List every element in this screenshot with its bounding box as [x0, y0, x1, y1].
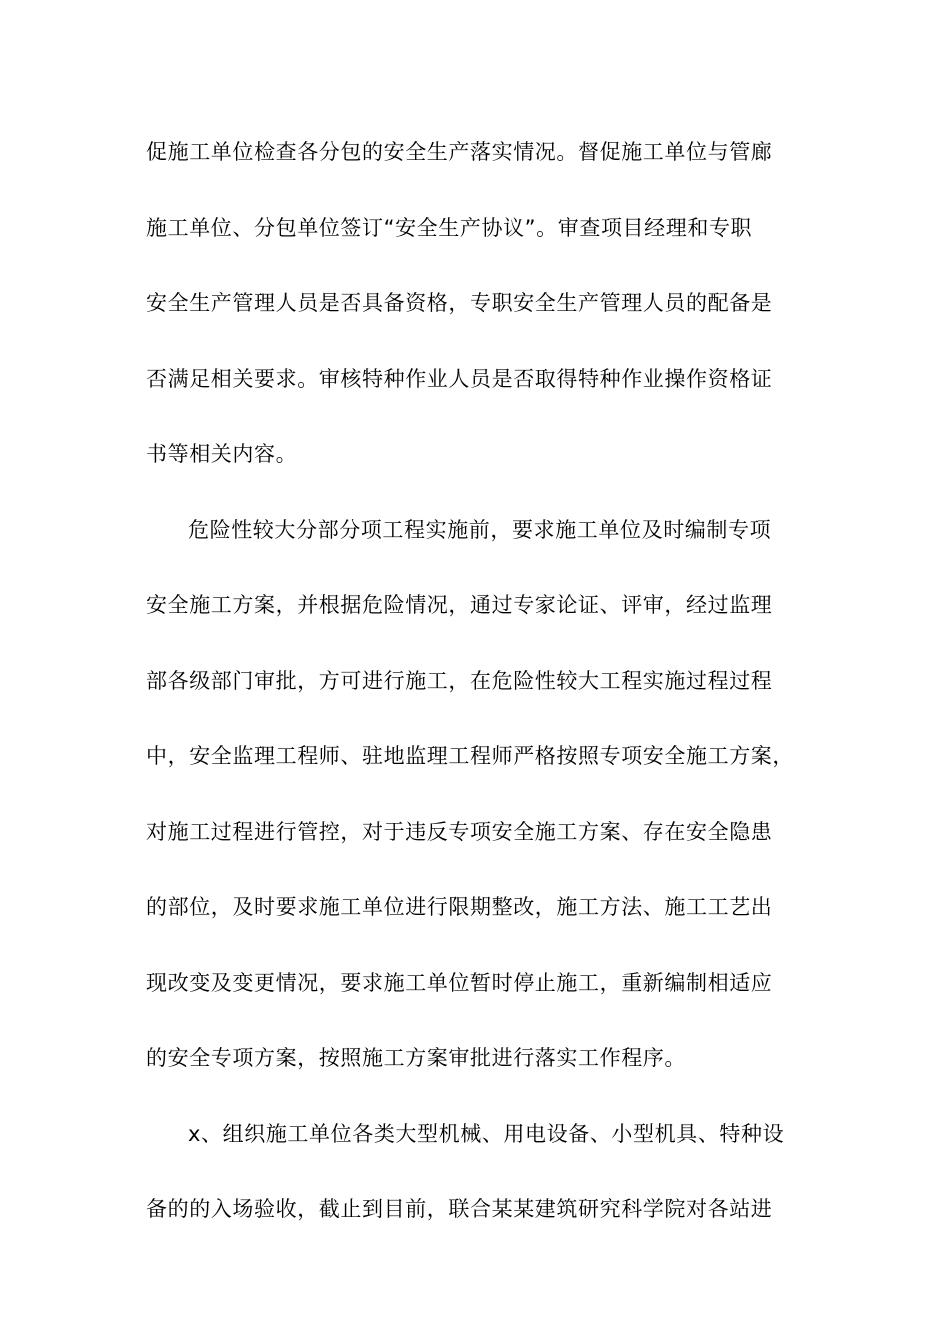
- text-line: 现改变及变更情况，要求施工单位暂时停止施工，重新编制相适应: [146, 970, 773, 995]
- paragraph-start-line: x、组织施工单位各类大型机械、用电设备、小型机具、特种设: [188, 1121, 785, 1146]
- text-line: 部各级部门审批，方可进行施工，在危险性较大工程实施过程过程: [146, 668, 773, 693]
- text-line: 安全施工方案，并根据危险情况，通过专家论证、评审，经过监理: [146, 593, 773, 617]
- text-line: 备的的入场验收，截止到目前，联合某某建筑研究科学院对各站进: [146, 1197, 773, 1221]
- text-line: 的部位，及时要求施工单位进行限期整改，施工方法、施工工艺出: [146, 895, 773, 919]
- text-line: 中，安全监理工程师、驻地监理工程师严格按照专项安全施工方案，: [146, 744, 794, 768]
- text-line: 促施工单位检查各分包的安全生产落实情况。督促施工单位与管廊: [146, 140, 773, 164]
- text-line: 对施工过程进行管控，对于违反专项安全施工方案、存在安全隐患: [146, 819, 773, 844]
- text-line: 否满足相关要求。审核特种作业人员是否取得特种作业操作资格证: [146, 366, 773, 391]
- text-line: 安全生产管理人员是否具备资格，专职安全生产管理人员的配备是: [146, 291, 773, 315]
- text-line: 的安全专项方案，按照施工方案审批进行落实工作程序。: [146, 1046, 686, 1070]
- body-text: [146, 132, 816, 1265]
- paragraph-start-line: 危险性较大分部分项工程实施前，要求施工单位及时编制专项: [188, 517, 772, 542]
- text-line: 施工单位、分包单位签订“安全生产协议”。审查项目经理和专职: [146, 215, 753, 240]
- text-line: 书等相关内容。: [146, 442, 298, 466]
